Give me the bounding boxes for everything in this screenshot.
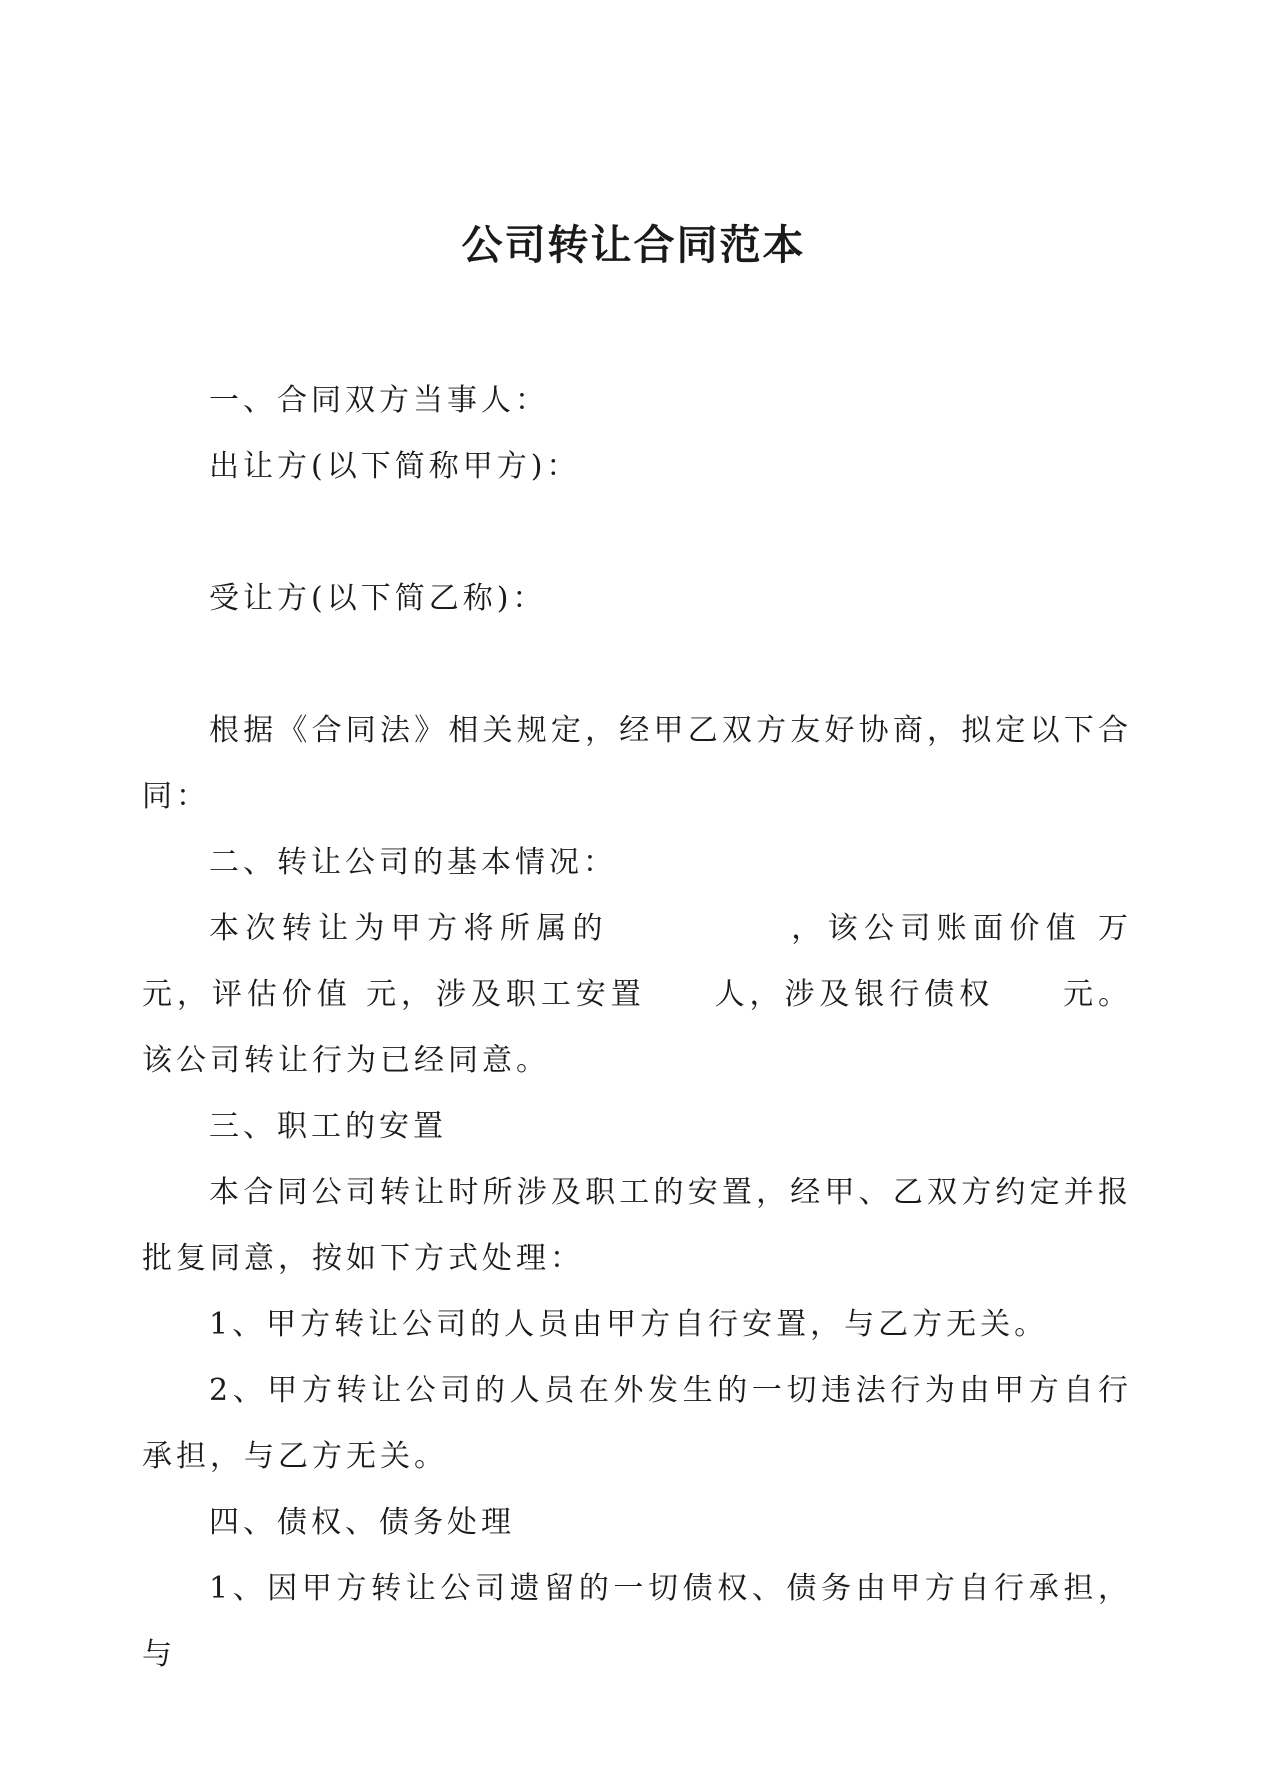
s2-text-2: ，该公司账面价值 万元，评估价值 元，涉及职工安置 (142, 911, 1132, 1012)
document-title: 公司转让合同范本 (461, 221, 806, 269)
s2-text-1: 本次转让为甲方将所属的 (209, 911, 609, 946)
party-b-blank (142, 632, 1132, 698)
section-3-heading: 三、职工的安置 (209, 1109, 447, 1144)
section-2-heading: 二、转让公司的基本情况： (209, 845, 617, 880)
section-2-paragraph (142, 896, 1132, 1094)
party-b-label: 受让方(以下简乙称)： (209, 581, 547, 616)
section-4-heading: 四、债权、债务处理 (209, 1505, 515, 1540)
party-a-label: 出让方(以下简称甲方)： (209, 449, 581, 484)
section-3-item-2: 2、甲方转让公司的人员在外发生的一切违法行为由甲方自行承担，与乙方无关。 (142, 1373, 1132, 1474)
s2-text-4: 元。该公司转让行为已经同意。 (142, 977, 1133, 1078)
s2-text-3: 人，涉及银行债权 (713, 977, 995, 1012)
section-3-paragraph: 本合同公司转让时所涉及职工的安置，经甲、乙双方约定并报批复同意，按如下方式处理： (142, 1175, 1132, 1276)
intro-paragraph: 根据《合同法》相关规定，经甲乙双方友好协商，拟定以下合同： (142, 713, 1132, 814)
party-a-blank (142, 500, 1132, 566)
section-1-heading: 一、合同双方当事人： (209, 383, 549, 418)
section-3-item-1: 1、甲方转让公司的人员由甲方自行安置，与乙方无关。 (209, 1307, 1049, 1342)
section-4-item-1: 1、因甲方转让公司遗留的一切债权、债务由甲方自行承担，与 (142, 1571, 1132, 1672)
document-body (142, 368, 1132, 1688)
